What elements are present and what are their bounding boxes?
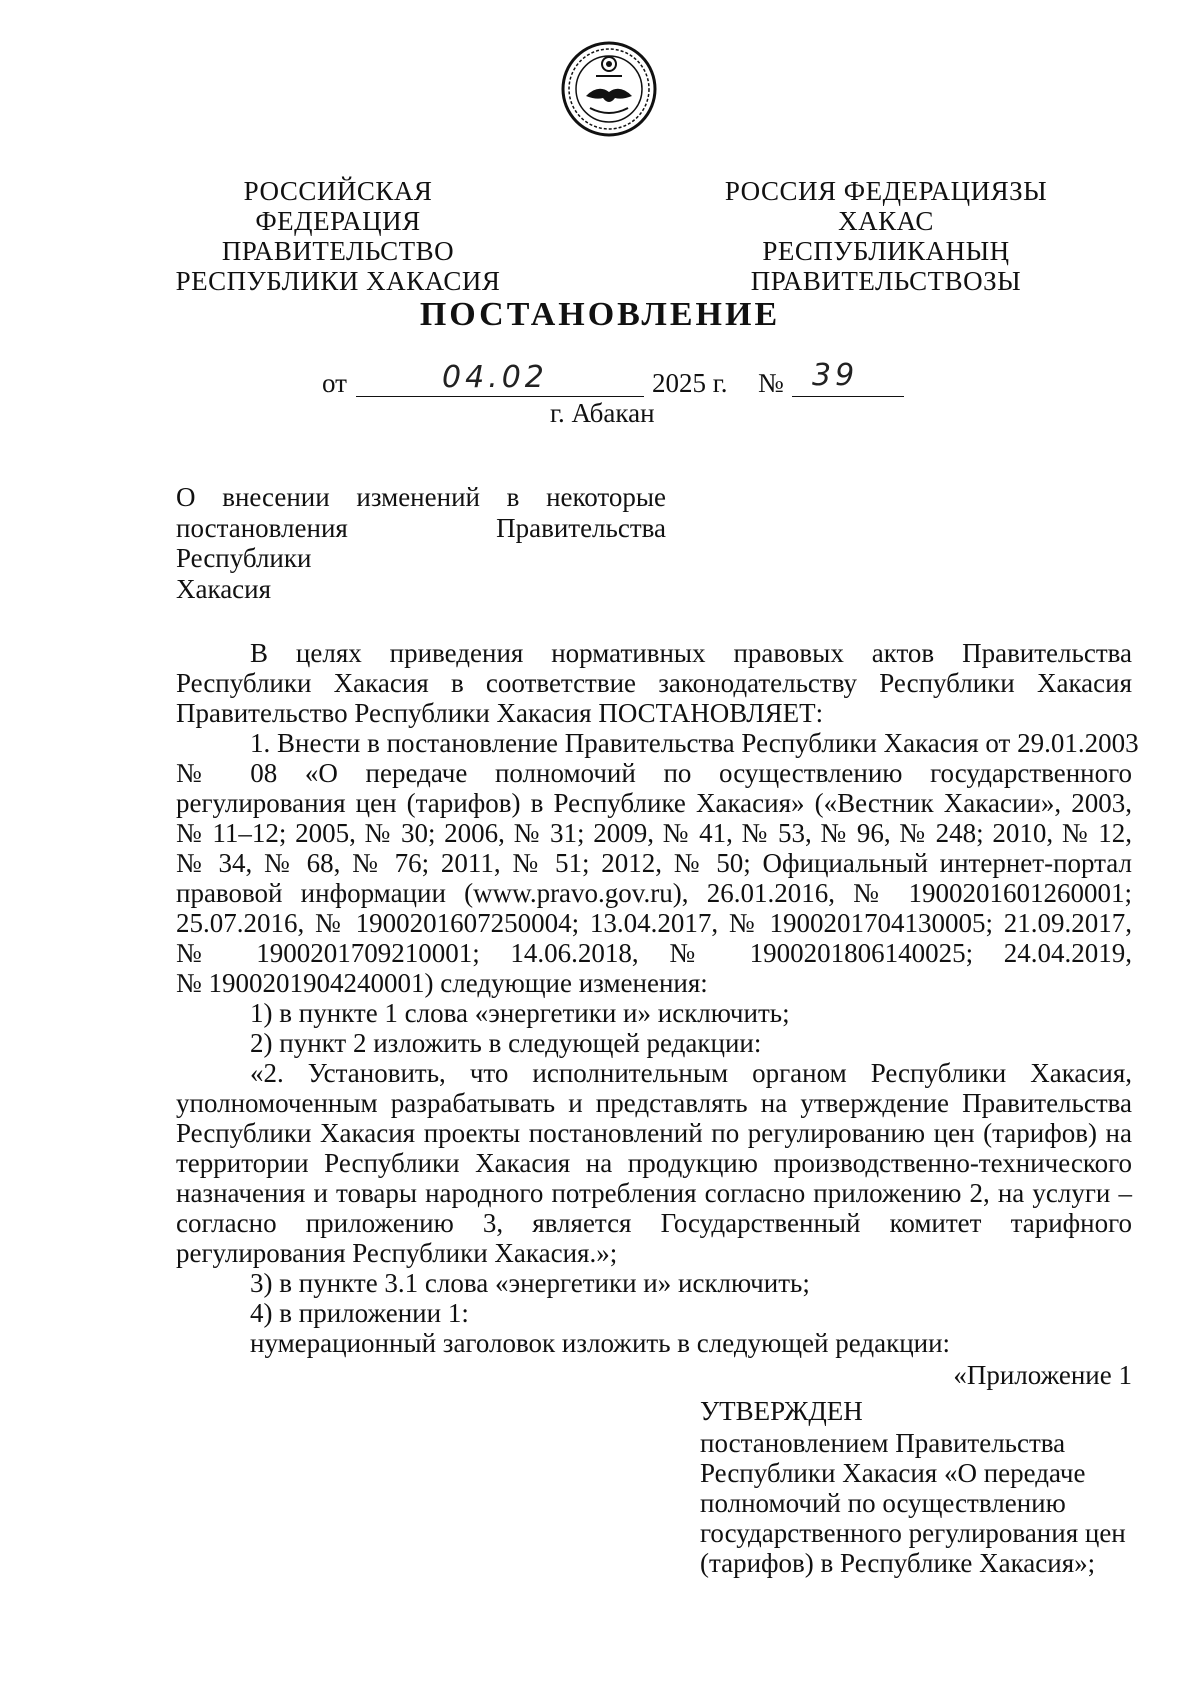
body-line: Республики Хакасия в соответствие законодательству Республики Хакасия (176, 668, 1132, 698)
approved-line: Республики Хакасия «О передаче (700, 1458, 1086, 1488)
approved-line: полномочий по осуществлению (700, 1488, 1066, 1518)
header-right (716, 176, 1056, 296)
header-left-line: ПРАВИТЕЛЬСТВО (221, 236, 455, 266)
body-line: Республики Хакасия проекты постановлений по регулированию цен (тарифов) на (176, 1118, 1132, 1148)
approved-line: государственного регулирования цен (700, 1518, 1126, 1548)
subject-line: постановления Правительства Республики (176, 512, 666, 573)
body-line: 3) в пункте 3.1 слова «энергетики и» исключить; (250, 1268, 810, 1298)
body-line: В целях приведения нормативных правовых актов Правительства (250, 638, 1132, 668)
approved-heading: УТВЕРЖДЕН (700, 1396, 863, 1426)
handwritten-date: 04.02 (442, 360, 548, 395)
number-underline (792, 396, 904, 397)
city-label: г. Абакан (550, 398, 655, 428)
body-line: 1) в пункте 1 слова «энергетики и» исключить; (250, 998, 790, 1028)
body-line: № 08 «О передаче полномочий по осуществлению государственного (176, 758, 1132, 788)
document-title: ПОСТАНОВЛЕНИЕ (419, 296, 781, 333)
body-line: Правительство Республики Хакасия ПОСТАНОВЛЯЕТ: (176, 698, 824, 728)
body-line: № 1900201904240001) следующие изменения: (176, 968, 708, 998)
body-line: назначения и товары народного потребления согласно приложению 2, на услуги – (176, 1178, 1132, 1208)
body-line: уполномоченным разрабатывать и представлять на утверждение Правительства (176, 1088, 1132, 1118)
body-line: согласно приложению 3, является Государственный комитет тарифного (176, 1208, 1132, 1238)
handwritten-number: 39 (812, 358, 859, 393)
body-line: № 34, № 68, № 76; 2011, № 51; 2012, № 50; Официальный интернет-портал (176, 848, 1132, 878)
body-line: 2) пункт 2 изложить в следующей редакции: (250, 1028, 762, 1058)
date-prefix: от (322, 368, 347, 398)
header-left-line: РОССИЙСКАЯ ФЕДЕРАЦИЯ (243, 176, 433, 236)
body-line: «2. Установить, что исполнительным органом Республики Хакасия, (250, 1058, 1132, 1088)
subject-line: О внесении изменений в некоторые (176, 482, 666, 512)
date-underline (356, 396, 644, 397)
body-line: территории Республики Хакасия на продукцию производственно-технического (176, 1148, 1132, 1178)
subject-line: Хакасия (176, 573, 272, 604)
coat-of-arms-emblem (560, 40, 658, 138)
number-sign: № (758, 368, 784, 398)
approved-line: постановлением Правительства (700, 1428, 1066, 1458)
year-label: 2025 г. (652, 368, 728, 398)
body-line: нумерационный заголовок изложить в следующей редакции: (250, 1328, 951, 1358)
header-right-line: ХАКАС РЕСПУБЛИКАНЫҢ (762, 206, 1010, 266)
header-right-line: РОССИЯ ФЕДЕРАЦИЯЗЫ (724, 176, 1048, 206)
appendix-label: «Приложение 1 (953, 1360, 1132, 1390)
approved-line: (тарифов) в Республике Хакасия»; (700, 1548, 1096, 1578)
body-line: 25.07.2016, № 1900201607250004; 13.04.2017, № 1900201704130005; 21.09.2017, (176, 908, 1132, 938)
header-left-line: РЕСПУБЛИКИ ХАКАСИЯ (175, 266, 501, 296)
body-line: правовой информации (www.pravo.gov.ru), 26.01.2016, № 1900201601260001; (176, 878, 1132, 908)
document-subject (176, 482, 666, 604)
body-line: регулирования Республики Хакасия.»; (176, 1238, 618, 1268)
header-left (168, 176, 508, 296)
body-line: 1. Внести в постановление Правительства Республики Хакасия от 29.01.2003 (250, 728, 1139, 758)
body-line: № 1900201709210001; 14.06.2018, № 1900201806140025; 24.04.2019, (176, 938, 1132, 968)
body-line: № 11–12; 2005, № 30; 2006, № 31; 2009, № 41, № 53, № 96, № 248; 2010, № 12, (176, 818, 1132, 848)
body-line: 4) в приложении 1: (250, 1298, 469, 1328)
header-right-line: ПРАВИТЕЛЬСТВОЗЫ (750, 266, 1022, 296)
body-line: регулирования цен (тарифов) в Республике Хакасия» («Вестник Хакасии», 2003, (176, 788, 1132, 818)
